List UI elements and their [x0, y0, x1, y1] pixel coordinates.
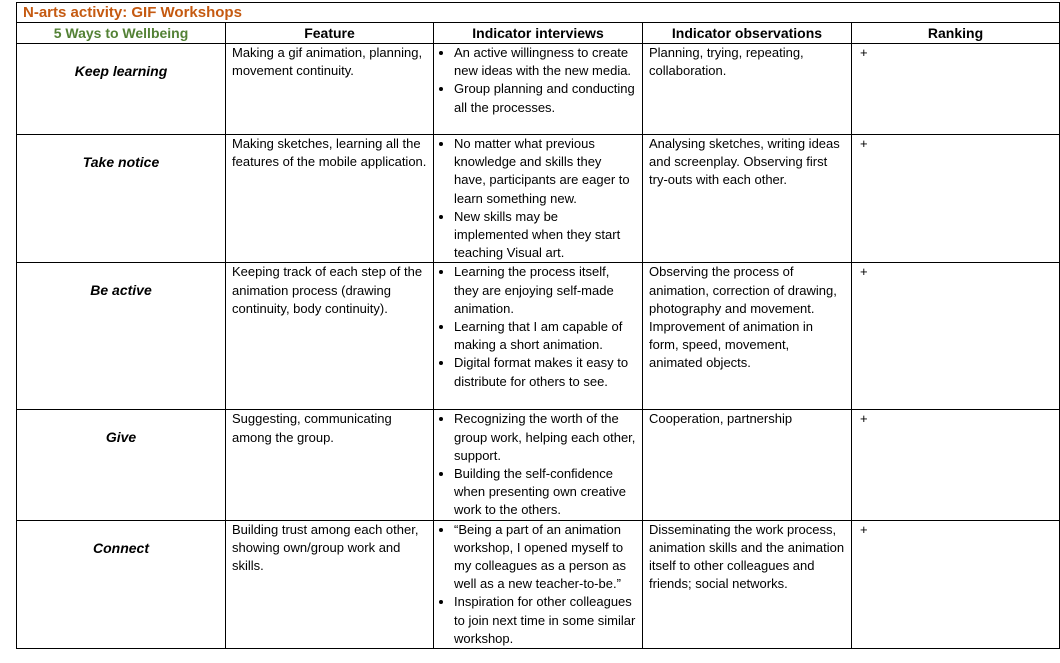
- header-ranking: Ranking: [852, 23, 1060, 44]
- interview-item: • Learning the process itself, they are enjoying self-made animation.: [454, 263, 636, 318]
- interviews-cell: [434, 410, 643, 520]
- wellbeing-way: Connect: [17, 520, 226, 648]
- interviews-list: [440, 135, 636, 262]
- table-row: [17, 263, 1060, 410]
- ranking-cell: +: [852, 263, 1060, 410]
- feature-cell: Building trust among each other, showing own/group work and skills.: [226, 520, 434, 648]
- interview-item: • Building the self-confidence when presenting own creative work to the others.: [454, 465, 636, 520]
- wellbeing-table: [16, 2, 1060, 649]
- wellbeing-way: Give: [17, 410, 226, 520]
- feature-cell: Suggesting, communicating among the group.: [226, 410, 434, 520]
- feature-cell: Making sketches, learning all the features of the mobile application.: [226, 135, 434, 263]
- interviews-list: [440, 410, 636, 519]
- interviews-cell: [434, 135, 643, 263]
- header-ways: 5 Ways to Wellbeing: [17, 23, 226, 44]
- feature-cell: Making a gif animation, planning, movement continuity.: [226, 44, 434, 135]
- table-row: [17, 135, 1060, 263]
- wellbeing-way: Keep learning: [17, 44, 226, 135]
- interviews-list: [440, 263, 636, 390]
- ranking-cell: +: [852, 135, 1060, 263]
- interview-item: • Digital format makes it easy to distribute for others to see.: [454, 354, 636, 390]
- table-body: [17, 44, 1060, 649]
- header-feature: Feature: [226, 23, 434, 44]
- interview-item: • No matter what previous knowledge and skills they have, participants are eager to learn something new.: [454, 135, 636, 208]
- interview-item: • Recognizing the worth of the group work, helping each other, support.: [454, 410, 636, 465]
- interview-item: • Inspiration for other colleagues to join next time in some similar workshop.: [454, 593, 636, 648]
- header-row: [17, 23, 1060, 44]
- observations-cell: Planning, trying, repeating, collaboration.: [643, 44, 852, 135]
- observations-cell: Disseminating the work process, animation skills and the animation itself to other colleagues and friends; social networks.: [643, 520, 852, 648]
- ranking-cell: +: [852, 44, 1060, 135]
- observations-cell: Observing the process of animation, correction of drawing, photography and movement. Improvement of animation in form, speed, movement, animated objects.: [643, 263, 852, 410]
- interview-item: • “Being a part of an animation workshop, I opened myself to my colleagues as a person as well as a new teacher-to-be.”: [454, 521, 636, 594]
- table-title: N-arts activity: GIF Workshops: [17, 3, 1060, 23]
- interview-item: • New skills may be implemented when they start teaching Visual art.: [454, 208, 636, 263]
- interview-item: • Learning that I am capable of making a short animation.: [454, 318, 636, 354]
- feature-cell: Keeping track of each step of the animation process (drawing continuity, body continuity).: [226, 263, 434, 410]
- ranking-cell: +: [852, 520, 1060, 648]
- interviews-list: [440, 521, 636, 648]
- observations-cell: Analysing sketches, writing ideas and screenplay. Observing first try-outs with each other.: [643, 135, 852, 263]
- wellbeing-way: Be active: [17, 263, 226, 410]
- title-row: [17, 3, 1060, 23]
- interviews-cell: [434, 263, 643, 410]
- table-row: [17, 44, 1060, 135]
- interview-item: • Group planning and conducting all the processes.: [454, 80, 636, 116]
- ranking-cell: +: [852, 410, 1060, 520]
- interviews-cell: [434, 44, 643, 135]
- header-observations: Indicator observations: [643, 23, 852, 44]
- interview-item: • An active willingness to create new ideas with the new media.: [454, 44, 636, 80]
- header-interviews: Indicator interviews: [434, 23, 643, 44]
- interviews-list: [440, 44, 636, 117]
- interviews-cell: [434, 520, 643, 648]
- table-row: [17, 410, 1060, 520]
- wellbeing-way: Take notice: [17, 135, 226, 263]
- table-row: [17, 520, 1060, 648]
- observations-cell: Cooperation, partnership: [643, 410, 852, 520]
